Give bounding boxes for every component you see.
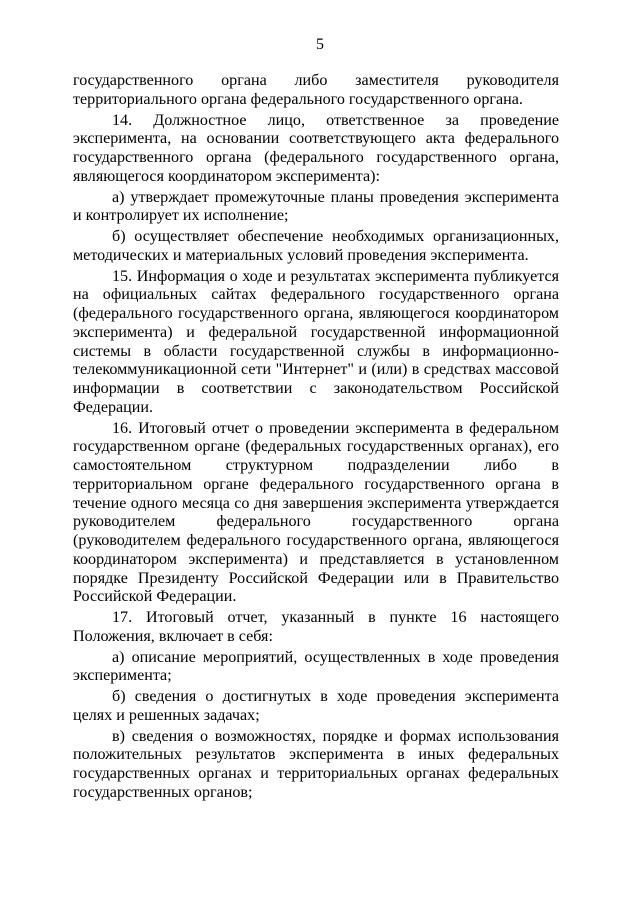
paragraph-item-17c: в) сведения о возможностях, порядке и формах использования положительных результатов эксперимента в иных федеральных государственных органах и территориальных органах федеральных государственных органов; — [73, 727, 559, 801]
paragraph-item-17b: б) сведения о достигнутых в ходе проведения эксперимента целях и решенных задачах; — [73, 688, 559, 724]
document-body — [73, 72, 559, 805]
paragraph-item-15: 15. Информация о ходе и результатах эксперимента публикуется на официальных сайтах федерального государственного органа (федерального государственного органа, являющегося координатором эксперимента) и федеральной государственной информационной системы в области государственной службы в информационно-телекоммуникационной сети "Интернет" и (или) в средствах массовой информации в соответствии с законодательством Российской Федерации. — [73, 267, 559, 416]
paragraph-item-16: 16. Итоговый отчет о проведении эксперимента в федеральном государственном органе (федеральных государственных органах), его самостоятельном структурном подразделении либо в территориальном органе федерального государственного органа в течение одного месяца со дня завершения эксперимента утверждается руководителем федерального государственного органа (руководителем федерального государственного органа, являющегося координатором эксперимента) и представляется в установленном порядке Президенту Российской Федерации или в Правительство Российской Федерации. — [73, 419, 559, 606]
paragraph-continuation: государственного органа либо заместителя руководителя территориального органа федерального государственного органа. — [73, 72, 559, 108]
paragraph-item-14: 14. Должностное лицо, ответственное за проведение эксперимента, на основании соответствующего акта федерального государственного органа (федерального государственного органа, являющегося координатором эксперимента): — [73, 111, 559, 185]
page-number: 5 — [316, 36, 324, 53]
paragraph-item-17a: а) описание мероприятий, осуществленных в ходе проведения эксперимента; — [73, 648, 559, 685]
paragraph-item-14a: а) утверждает промежуточные планы проведения эксперимента и контролирует их исполнение; — [73, 188, 559, 225]
paragraph-item-17: 17. Итоговый отчет, указанный в пункте 16 настоящего Положения, включает в себя: — [73, 609, 559, 645]
paragraph-item-14b: б) осуществляет обеспечение необходимых организационных, методических и материальных условий проведения эксперимента. — [73, 228, 559, 264]
